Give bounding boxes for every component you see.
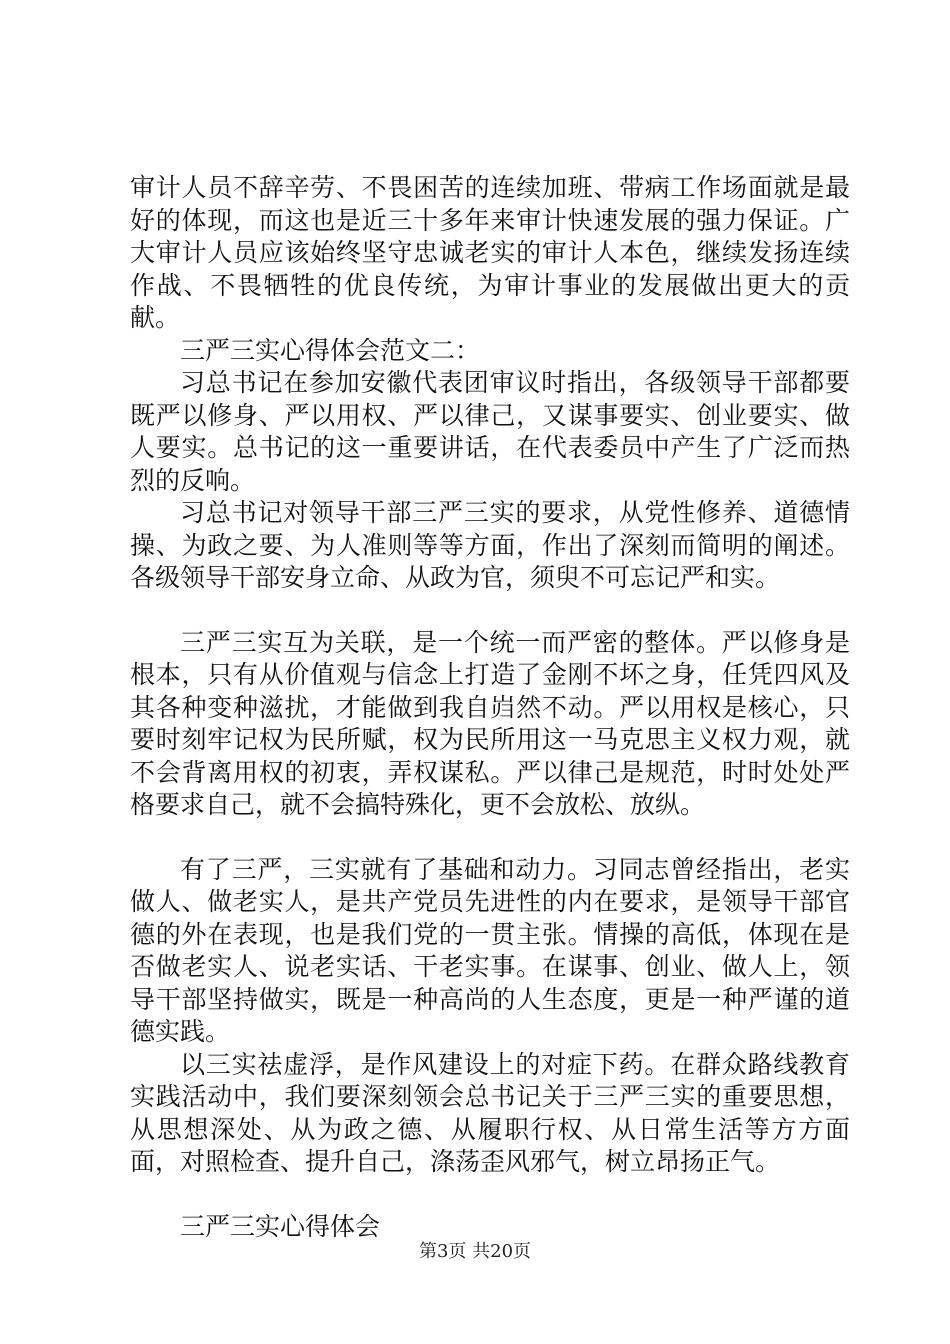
section-heading: 三严三实心得体会 xyxy=(180,1211,381,1241)
section-heading-sample-two: 三严三实心得体会范文二： xyxy=(180,335,481,365)
paragraph-style-building: 以三实祛虚浮，是作风建设上的对症下药。在群众路线教育实践活动中，我们要深刻领会总书记关于三严三实的重要思想，从思想深处、从为政之德、从履职行权、从日常生活等方方面面，对照检查、提升自己，涤荡歪风邪气，树立昂扬正气。 xyxy=(130,1049,850,1176)
paragraph-three-solid: 有了三严，三实就有了基础和动力。习同志曾经指出，老实做人、做老实人，是共产党员先进性的内在要求，是领导干部官德的外在表现，也是我们党的一贯主张。情操的高低，体现在是否做老实人、说老实话、干老实事。在谋事、创业、做人上，领导干部坚持做实，既是一种高尚的人生态度，更是一种严谨的道德实践。 xyxy=(130,854,850,1046)
paragraph-requirements: 习总书记对领导干部三严三实的要求，从党性修养、道德情操、为政之要、为人准则等等方面，作出了深刻而简明的阐述。各级领导干部安身立命、从政为官，须臾不可忘记严和实。 xyxy=(130,498,850,592)
paragraph-speech: 习总书记在参加安徽代表团审议时指出，各级领导干部都要既严以修身、严以用权、严以律己，又谋事要实、创业要实、做人要实。总书记的这一重要讲话，在代表委员中产生了广泛而热烈的反响。 xyxy=(130,368,850,495)
paragraph-three-strict: 三严三实互为关联，是一个统一而严密的整体。严以修身是根本，只有从价值观与信念上打造了金刚不坏之身，任凭四风及其各种变种滋扰，才能做到我自岿然不动。严以用权是核心，只要时刻牢记权为民所赋，权为民所用这一马克思主义权力观，就不会背离用权的初衷，弄权谋私。严以律己是规范，时时处处严格要求自己，就不会搞特殊化，更不会放松、放纵。 xyxy=(130,627,850,819)
paragraph-continuation: 审计人员不辞辛劳、不畏困苦的连续加班、带病工作场面就是最好的体现，而这也是近三十多年来审计快速发展的强力保证。广大审计人员应该始终坚守忠诚老实的审计人本色，继续发扬连续作战、不畏牺牲的优良传统，为审计事业的发展做出更大的贡献。 xyxy=(130,173,850,332)
page-number-footer: 第3页 共20页 xyxy=(418,1241,532,1262)
document-body xyxy=(130,172,850,1243)
